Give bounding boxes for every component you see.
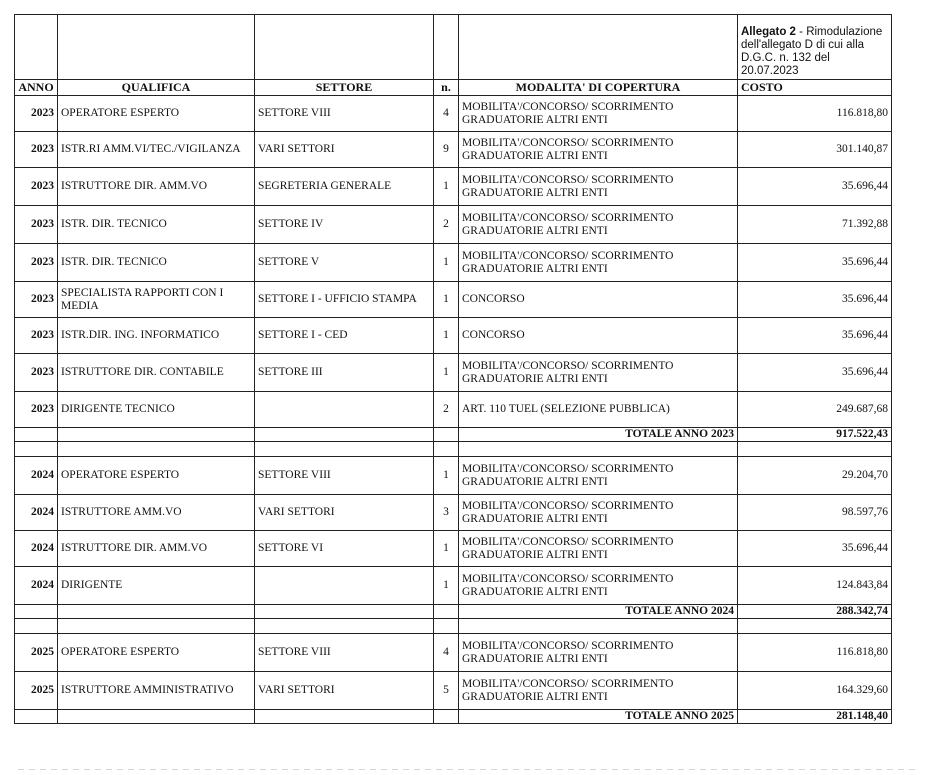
- costo-cell: 35.696,44: [738, 318, 892, 354]
- table-row: [15, 168, 892, 206]
- costo-cell: 71.392,88: [738, 206, 892, 244]
- empty-cell: [58, 428, 255, 442]
- qualifica-cell: OPERATORE ESPERTO: [58, 96, 255, 132]
- qualifica-cell: DIRIGENTE: [58, 567, 255, 605]
- anno-cell: 2023: [15, 206, 58, 244]
- table-row: [15, 672, 892, 710]
- costo-cell: 29.204,70: [738, 457, 892, 495]
- qualifica-cell: ISTRUTTORE DIR. CONTABILE: [58, 354, 255, 392]
- qualifica-cell: SPECIALISTA RAPPORTI CON I MEDIA: [58, 282, 255, 318]
- costo-cell: 249.687,68: [738, 392, 892, 428]
- settore-cell: VARI SETTORI: [255, 495, 434, 531]
- header-costo: COSTO: [738, 80, 892, 96]
- empty-cell: [255, 442, 434, 457]
- header-modalita: MODALITA' DI COPERTURA: [459, 80, 738, 96]
- empty-cell: [58, 605, 255, 619]
- empty-cell: [58, 710, 255, 724]
- qualifica-cell: ISTRUTTORE AMMINISTRATIVO: [58, 672, 255, 710]
- qualifica-cell: DIRIGENTE TECNICO: [58, 392, 255, 428]
- empty-cell: [434, 428, 459, 442]
- empty-cell: [434, 619, 459, 634]
- total-row: [15, 710, 892, 724]
- settore-cell: SETTORE I - CED: [255, 318, 434, 354]
- total-label: TOTALE ANNO 2025: [459, 710, 738, 724]
- empty-cell: [738, 442, 892, 457]
- costo-cell: 98.597,76: [738, 495, 892, 531]
- modalita-cell: MOBILITA'/CONCORSO/ SCORRIMENTO GRADUATORIE ALTRI ENTI: [459, 531, 738, 567]
- spacer-row: [15, 619, 892, 634]
- n-cell: 2: [434, 392, 459, 428]
- modalita-cell: CONCORSO: [459, 318, 738, 354]
- allegato-title: Allegato 2: [741, 26, 796, 38]
- empty-cell: [459, 442, 738, 457]
- empty-cell: [58, 619, 255, 634]
- empty-cell: [15, 428, 58, 442]
- qualifica-cell: OPERATORE ESPERTO: [58, 457, 255, 495]
- empty-cell: [58, 442, 255, 457]
- total-row: [15, 605, 892, 619]
- modalita-cell: MOBILITA'/CONCORSO/ SCORRIMENTO GRADUATORIE ALTRI ENTI: [459, 634, 738, 672]
- header-settore: SETTORE: [255, 80, 434, 96]
- settore-cell: SEGRETERIA GENERALE: [255, 168, 434, 206]
- n-cell: 1: [434, 168, 459, 206]
- settore-cell: VARI SETTORI: [255, 672, 434, 710]
- total-label: TOTALE ANNO 2023: [459, 428, 738, 442]
- total-value: 288.342,74: [738, 605, 892, 619]
- empty-cell: [15, 605, 58, 619]
- anno-cell: 2024: [15, 495, 58, 531]
- anno-cell: 2023: [15, 132, 58, 168]
- total-label: TOTALE ANNO 2024: [459, 605, 738, 619]
- settore-cell: [255, 392, 434, 428]
- empty-cell: [434, 605, 459, 619]
- costo-cell: 35.696,44: [738, 168, 892, 206]
- staffing-plan-table: [14, 14, 892, 724]
- empty-cell: [15, 710, 58, 724]
- empty-cell: [738, 619, 892, 634]
- table-row: [15, 132, 892, 168]
- anno-cell: 2023: [15, 282, 58, 318]
- costo-cell: 164.329,60: [738, 672, 892, 710]
- n-cell: 1: [434, 457, 459, 495]
- anno-cell: 2025: [15, 634, 58, 672]
- empty-cell: [255, 605, 434, 619]
- anno-cell: 2023: [15, 244, 58, 282]
- costo-cell: 301.140,87: [738, 132, 892, 168]
- costo-cell: 35.696,44: [738, 354, 892, 392]
- empty-cell: [255, 619, 434, 634]
- modalita-cell: MOBILITA'/CONCORSO/ SCORRIMENTO GRADUATORIE ALTRI ENTI: [459, 354, 738, 392]
- anno-cell: 2024: [15, 531, 58, 567]
- empty-cell: [459, 619, 738, 634]
- qualifica-cell: ISTRUTTORE AMM.VO: [58, 495, 255, 531]
- settore-cell: SETTORE VIII: [255, 634, 434, 672]
- modalita-cell: MOBILITA'/CONCORSO/ SCORRIMENTO GRADUATORIE ALTRI ENTI: [459, 457, 738, 495]
- anno-cell: 2024: [15, 457, 58, 495]
- empty-cell: [255, 428, 434, 442]
- header-qualifica: QUALIFICA: [58, 80, 255, 96]
- costo-cell: 116.818,80: [738, 96, 892, 132]
- anno-cell: 2024: [15, 567, 58, 605]
- header-row: [15, 80, 892, 96]
- empty-cell: [434, 442, 459, 457]
- scan-artifact-line: [18, 769, 918, 770]
- modalita-cell: CONCORSO: [459, 282, 738, 318]
- settore-cell: SETTORE VIII: [255, 457, 434, 495]
- costo-cell: 35.696,44: [738, 282, 892, 318]
- n-cell: 4: [434, 96, 459, 132]
- costo-cell: 124.843,84: [738, 567, 892, 605]
- n-cell: 4: [434, 634, 459, 672]
- costo-cell: 35.696,44: [738, 531, 892, 567]
- empty-cell: [255, 710, 434, 724]
- empty-cell: [15, 619, 58, 634]
- settore-cell: [255, 567, 434, 605]
- modalita-cell: MOBILITA'/CONCORSO/ SCORRIMENTO GRADUATORIE ALTRI ENTI: [459, 672, 738, 710]
- qualifica-cell: ISTRUTTORE DIR. AMM.VO: [58, 531, 255, 567]
- costo-cell: 116.818,80: [738, 634, 892, 672]
- allegato-note: [738, 15, 892, 80]
- total-value: 281.148,40: [738, 710, 892, 724]
- anno-cell: 2025: [15, 672, 58, 710]
- table-row: [15, 96, 892, 132]
- qualifica-cell: OPERATORE ESPERTO: [58, 634, 255, 672]
- settore-cell: SETTORE IV: [255, 206, 434, 244]
- settore-cell: SETTORE V: [255, 244, 434, 282]
- empty-cell: [434, 710, 459, 724]
- table-row: [15, 634, 892, 672]
- table-top-row: [15, 15, 892, 80]
- allegato-text: - Rimodulazione dell'allegato D di cui alla D.G.C. n. 132 del 20.07.2023: [741, 26, 883, 77]
- table-row: [15, 206, 892, 244]
- anno-cell: 2023: [15, 392, 58, 428]
- anno-cell: 2023: [15, 354, 58, 392]
- n-cell: 1: [434, 567, 459, 605]
- qualifica-cell: ISTR. DIR. TECNICO: [58, 244, 255, 282]
- qualifica-cell: ISTRUTTORE DIR. AMM.VO: [58, 168, 255, 206]
- table-row: [15, 567, 892, 605]
- n-cell: 3: [434, 495, 459, 531]
- modalita-cell: MOBILITA'/CONCORSO/ SCORRIMENTO GRADUATORIE ALTRI ENTI: [459, 567, 738, 605]
- n-cell: 1: [434, 318, 459, 354]
- costo-cell: 35.696,44: [738, 244, 892, 282]
- settore-cell: VARI SETTORI: [255, 132, 434, 168]
- qualifica-cell: ISTR. DIR. TECNICO: [58, 206, 255, 244]
- table-row: [15, 318, 892, 354]
- n-cell: 2: [434, 206, 459, 244]
- settore-cell: SETTORE VI: [255, 531, 434, 567]
- table-row: [15, 354, 892, 392]
- settore-cell: SETTORE III: [255, 354, 434, 392]
- n-cell: 1: [434, 244, 459, 282]
- n-cell: 1: [434, 354, 459, 392]
- qualifica-cell: ISTR.RI AMM.VI/TEC./VIGILANZA: [58, 132, 255, 168]
- table-row: [15, 392, 892, 428]
- n-cell: 1: [434, 282, 459, 318]
- modalita-cell: ART. 110 TUEL (SELEZIONE PUBBLICA): [459, 392, 738, 428]
- anno-cell: 2023: [15, 96, 58, 132]
- modalita-cell: MOBILITA'/CONCORSO/ SCORRIMENTO GRADUATORIE ALTRI ENTI: [459, 244, 738, 282]
- settore-cell: SETTORE I - UFFICIO STAMPA: [255, 282, 434, 318]
- qualifica-cell: ISTR.DIR. ING. INFORMATICO: [58, 318, 255, 354]
- anno-cell: 2023: [15, 168, 58, 206]
- header-n: n.: [434, 80, 459, 96]
- table-row: [15, 244, 892, 282]
- header-anno: ANNO: [15, 80, 58, 96]
- empty-cell: [15, 442, 58, 457]
- settore-cell: SETTORE VIII: [255, 96, 434, 132]
- modalita-cell: MOBILITA'/CONCORSO/ SCORRIMENTO GRADUATORIE ALTRI ENTI: [459, 206, 738, 244]
- total-value: 917.522,43: [738, 428, 892, 442]
- n-cell: 1: [434, 531, 459, 567]
- modalita-cell: MOBILITA'/CONCORSO/ SCORRIMENTO GRADUATORIE ALTRI ENTI: [459, 96, 738, 132]
- modalita-cell: MOBILITA'/CONCORSO/ SCORRIMENTO GRADUATORIE ALTRI ENTI: [459, 168, 738, 206]
- modalita-cell: MOBILITA'/CONCORSO/ SCORRIMENTO GRADUATORIE ALTRI ENTI: [459, 132, 738, 168]
- total-row: [15, 428, 892, 442]
- table-row: [15, 282, 892, 318]
- table-row: [15, 531, 892, 567]
- n-cell: 9: [434, 132, 459, 168]
- anno-cell: 2023: [15, 318, 58, 354]
- modalita-cell: MOBILITA'/CONCORSO/ SCORRIMENTO GRADUATORIE ALTRI ENTI: [459, 495, 738, 531]
- spacer-row: [15, 442, 892, 457]
- n-cell: 5: [434, 672, 459, 710]
- table-row: [15, 495, 892, 531]
- table-row: [15, 457, 892, 495]
